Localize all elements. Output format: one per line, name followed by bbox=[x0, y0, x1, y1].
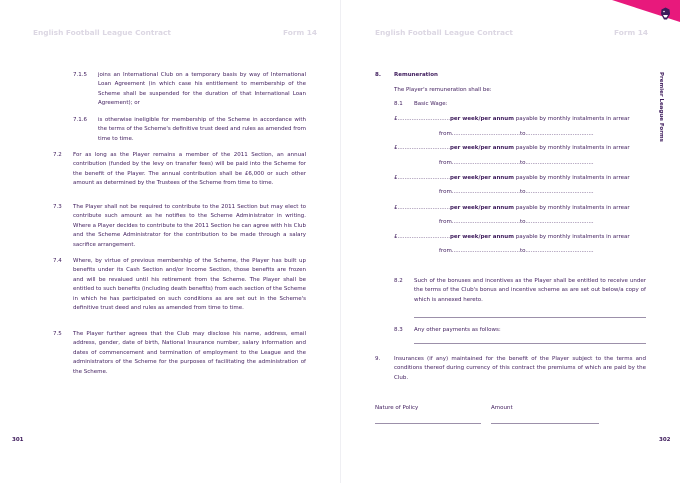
clause-number: 7.1.6 bbox=[73, 117, 87, 123]
clause-number: 8.2 bbox=[394, 278, 403, 284]
nature-of-policy-entry-line bbox=[375, 423, 481, 424]
wage-period: per week/per annum bbox=[449, 116, 514, 122]
other-payments-text: Any other payments as follows: bbox=[414, 327, 501, 333]
clause-text: joins an International Club on a temporary basis by way of International Loan Agreement (in which case his entitlement to membership of the Scheme shall be suspended for the duration of that International Loan Agreement); or bbox=[98, 72, 306, 107]
clause-number: 8.1 bbox=[394, 101, 403, 107]
from-to-line: from.......................................to....................................... bbox=[439, 248, 594, 254]
header-title: English Football League Contract bbox=[33, 28, 171, 37]
wage-line bbox=[394, 115, 644, 124]
wage-period: per week/per annum bbox=[449, 205, 514, 211]
clause-text: Where, by virtue of previous membership of the Scheme, the Player has built up benefits under its Cash Section and/or Income Section, those benefits are frozen and will be revalued until his retirement from the Scheme. The Player shall be entitled to such benefits (including death benefits) from each section of the Scheme in which he has participated on such conditions as are set out in the Scheme's definitive trust deed and rules as amended from time to time. bbox=[73, 258, 306, 312]
clause-number: 7.4 bbox=[53, 258, 62, 264]
wage-amount: £.............................. bbox=[394, 116, 450, 122]
clause-text: The Player shall not be required to contribute to the 2011 Section but may elect to contribute such amount as he notifies to the Scheme Administrator in writing. Where a Player decides to contribute to the 2011 Section he can agree with his Club and the Scheme Administrator for the contribution to be made through a salary sacrifice arrangement. bbox=[73, 204, 306, 248]
from-to-line: from.......................................to....................................... bbox=[439, 219, 594, 225]
side-label: Premier League Forms bbox=[658, 72, 664, 142]
wage-line bbox=[394, 233, 644, 242]
header-form: Form 14 bbox=[283, 28, 318, 37]
header-title: English Football League Contract bbox=[375, 28, 513, 37]
wage-amount: £.............................. bbox=[394, 145, 450, 151]
section-number: 8. bbox=[375, 72, 381, 78]
header-form: Form 14 bbox=[614, 28, 649, 37]
wage-terms: payable by monthly instalments in arrear bbox=[513, 145, 630, 151]
section-number: 9. bbox=[375, 356, 381, 362]
premier-league-lion-icon bbox=[660, 7, 671, 20]
clause-number: 8.3 bbox=[394, 327, 403, 333]
wage-terms: payable by monthly instalments in arrear bbox=[513, 234, 630, 240]
nature-of-policy-label: Nature of Policy bbox=[375, 405, 419, 411]
insurance-text: Insurances (if any) maintained for the benefit of the Player subject to the terms and conditions thereof during currency of this contract the premiums of which are paid by the Club. bbox=[394, 356, 646, 381]
right-page bbox=[340, 0, 680, 483]
wage-line bbox=[394, 174, 644, 183]
clause-number: 7.1.5 bbox=[73, 72, 87, 78]
from-to-line: from.......................................to....................................... bbox=[439, 189, 594, 195]
clause-number: 7.3 bbox=[53, 204, 62, 210]
clause-text: The Player further agrees that the Club may disclose his name, address, email address, gender, date of birth, National Insurance number, salary information and dates of commencement and termination of employment to the League and the administrators of the Scheme for the purposes of facilitating the administration of the Scheme. bbox=[73, 331, 306, 375]
wage-amount: £.............................. bbox=[394, 234, 450, 240]
clause-number: 7.5 bbox=[53, 331, 62, 337]
clause-text: is otherwise ineligible for membership of the Scheme in accordance with the terms of the Scheme's definitive trust deed and rules as amended from time to time. bbox=[98, 117, 306, 142]
wage-period: per week/per annum bbox=[449, 145, 514, 151]
wage-amount: £.............................. bbox=[394, 205, 450, 211]
bonus-entry-line bbox=[414, 317, 646, 318]
page-number: 301 bbox=[12, 437, 24, 443]
amount-label: Amount bbox=[491, 405, 513, 411]
other-payments-entry-line bbox=[414, 343, 646, 344]
clause-number: 7.2 bbox=[53, 152, 62, 158]
page-number: 302 bbox=[659, 437, 671, 443]
wage-terms: payable by monthly instalments in arrear bbox=[513, 175, 630, 181]
clause-text: For as long as the Player remains a member of the 2011 Section, an annual contribution (funded by the levy on transfer fees) will be paid into the Scheme for the benefit of the Player. The annual contribution shall be £6,000 or such other amount as determined by the Trustees of the Scheme from time to time. bbox=[73, 152, 306, 187]
wage-period: per week/per annum bbox=[449, 175, 514, 181]
bonus-text: Such of the bonuses and incentives as the Player shall be entitled to receive under the terms of the Club's bonus and incentive scheme as are set out below/a copy of which is annexed hereto. bbox=[414, 278, 646, 303]
wage-terms: payable by monthly instalments in arrear bbox=[513, 116, 630, 122]
wage-line bbox=[394, 204, 644, 213]
section-title: Remuneration bbox=[394, 72, 438, 78]
section-intro: The Player's remuneration shall be: bbox=[394, 87, 492, 93]
basic-wage-label: Basic Wage: bbox=[414, 101, 448, 107]
wage-amount: £.............................. bbox=[394, 175, 450, 181]
from-to-line: from.......................................to....................................... bbox=[439, 131, 594, 137]
wage-period: per week/per annum bbox=[449, 234, 514, 240]
wage-terms: payable by monthly instalments in arrear bbox=[513, 205, 630, 211]
from-to-line: from.......................................to....................................... bbox=[439, 160, 594, 166]
amount-entry-line bbox=[491, 423, 599, 424]
wage-line bbox=[394, 144, 644, 153]
